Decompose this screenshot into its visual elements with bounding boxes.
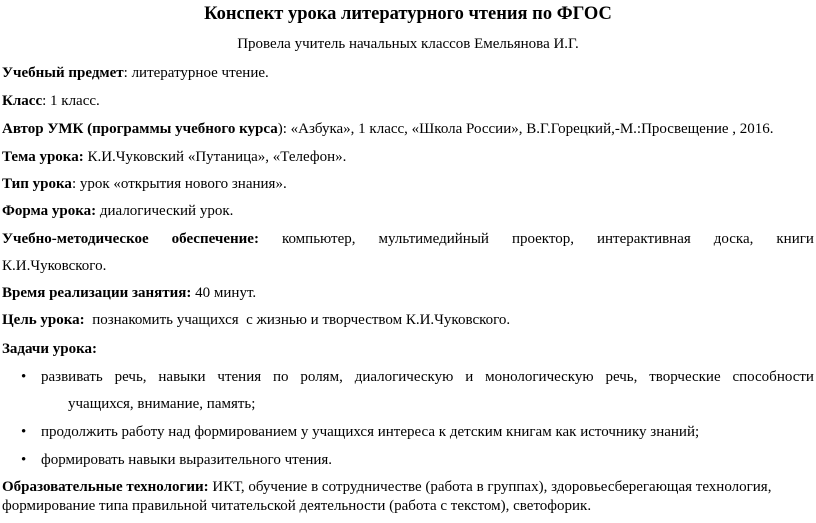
task-word: чтения [217, 369, 262, 385]
subject-line [2, 63, 812, 83]
task-text-3: формировать навыки выразительного чтения. [41, 452, 333, 468]
bullet-icon: • [21, 452, 27, 468]
bullet-icon: • [21, 424, 27, 440]
tasks-heading: Задачи урока: [2, 341, 98, 357]
grade-label: Класс [2, 93, 43, 109]
duration-value: 40 минут. [191, 285, 257, 301]
document-subtitle: Провела учитель начальных классов Емельянова И.Г. [237, 36, 579, 52]
lesson-form-line [2, 201, 812, 221]
task-word: развивать [41, 369, 103, 385]
equipment-word: интерактивная [597, 231, 691, 247]
equipment-word: компьютер, [281, 231, 356, 247]
tech-label: Образовательные технологии: [2, 479, 209, 495]
author-label: Автор УМК (программы учебного курса [2, 121, 278, 137]
topic-value: К.И.Чуковский «Путаница», «Телефон». [83, 149, 347, 165]
equipment-word: книги [776, 231, 814, 247]
task-word: монологическую [485, 369, 594, 385]
task-word: диалогическую [354, 369, 454, 385]
goal-label: Цель урока: [2, 312, 85, 328]
equipment-word: проектор, [511, 231, 575, 247]
subject-label: Учебный предмет [2, 65, 124, 81]
lesson-form-value: диалогический урок. [96, 203, 234, 219]
author-value: ): «Азбука», 1 класс, «Школа России», В.Г.Горецкий,-М.:Просвещение , 2016. [277, 121, 774, 137]
tech-value-1: ИКТ, обучение в сотрудничестве (работа в группах), здоровьесберегающая технология, [208, 479, 772, 495]
lesson-type-label: Тип урока [2, 176, 72, 192]
equipment-line-2: К.И.Чуковского. [2, 258, 107, 274]
equipment-label-1: Учебно-методическое [2, 231, 149, 247]
task-text-1-line-2: учащихся, внимание, память; [68, 396, 256, 412]
task-word: речь, [114, 369, 147, 385]
tech-line-1 [2, 477, 812, 497]
author-line [2, 119, 812, 139]
duration-label: Время реализации занятия: [2, 285, 192, 301]
equipment-label-2: обеспечение: [171, 231, 259, 247]
equipment-line [2, 229, 814, 249]
task-word: ролям, [300, 369, 343, 385]
topic-line [2, 147, 812, 167]
lesson-type-line [2, 174, 812, 194]
task-word: речь, [605, 369, 638, 385]
task-word: навыки [158, 369, 206, 385]
subject-value: : литературное чтение. [123, 65, 269, 81]
goal-value: познакомить учащихся с жизнью и творчеством К.И.Чуковского. [84, 312, 511, 328]
duration-line [2, 283, 812, 303]
goal-line [2, 310, 812, 330]
tech-line-2: формирование типа правильной читательской деятельности (работа с текстом), светофорик. [2, 498, 592, 514]
equipment-word: мультимедийный [378, 231, 489, 247]
task-word: по [273, 369, 289, 385]
grade-value: : 1 класс. [42, 93, 100, 109]
task-word: творческие [649, 369, 721, 385]
bullet-icon: • [21, 369, 27, 385]
topic-label: Тема урока: [2, 149, 84, 165]
equipment-word: доска, [713, 231, 754, 247]
lesson-form-label: Форма урока: [2, 203, 97, 219]
task-word: и [465, 369, 474, 385]
task-text-1 [41, 367, 814, 387]
task-word: способности [732, 369, 814, 385]
lesson-type-value: : урок «открытия нового знания». [71, 176, 287, 192]
task-text-2: продолжить работу над формированием у учащихся интереса к детским книгам как источнику знаний; [41, 424, 700, 440]
grade-line [2, 91, 812, 111]
document-title: Конспект урока литературного чтения по ФГОС [204, 4, 612, 24]
